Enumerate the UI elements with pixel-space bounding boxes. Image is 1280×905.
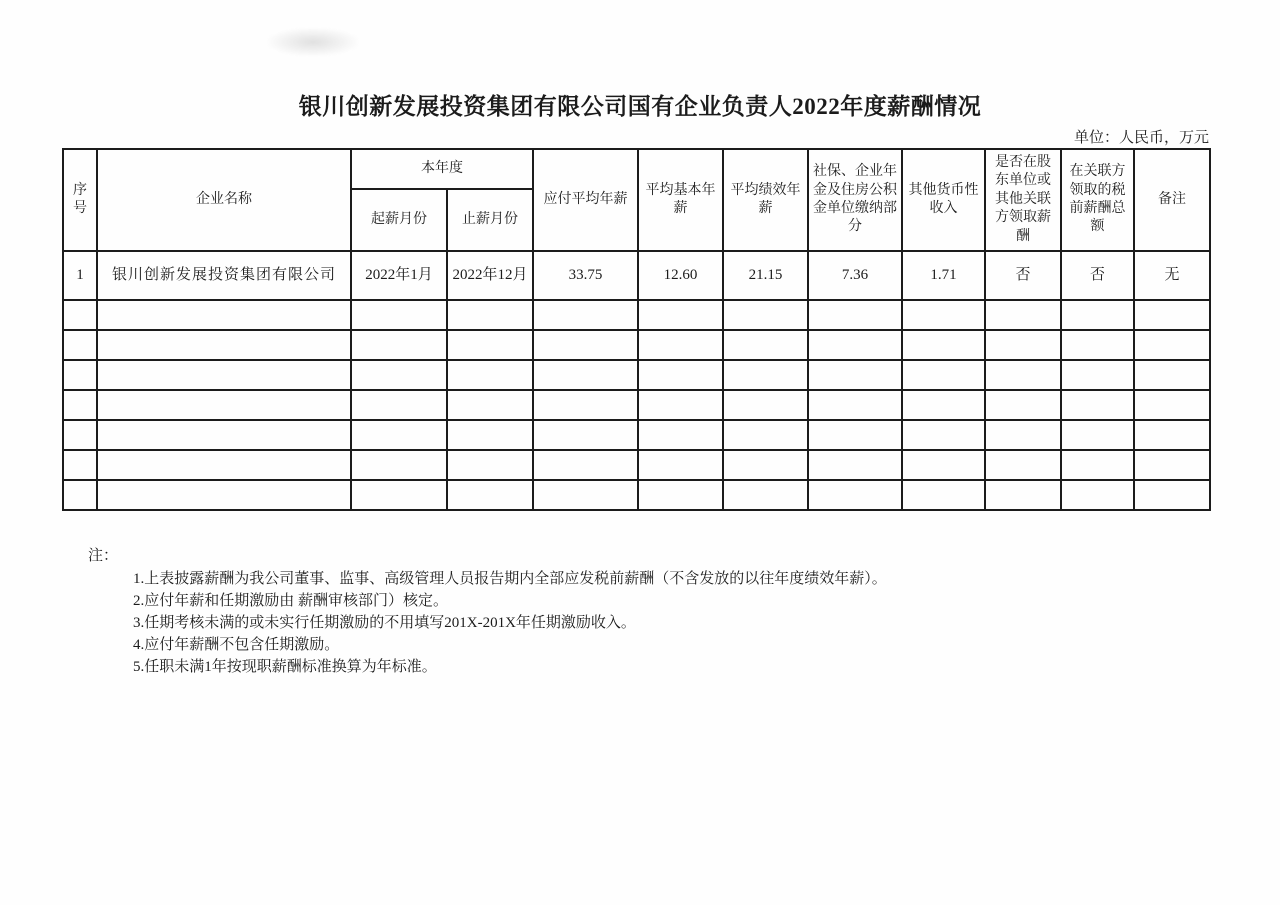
salary-table-header xyxy=(63,149,1210,251)
empty-cell xyxy=(351,420,447,450)
empty-cell xyxy=(447,300,533,330)
empty-cell xyxy=(351,480,447,510)
empty-cell xyxy=(1134,450,1210,480)
empty-cell xyxy=(808,420,902,450)
salary-table-body xyxy=(63,251,1210,510)
cell-social-insurance: 7.36 xyxy=(808,251,902,300)
empty-cell xyxy=(985,450,1061,480)
empty-cell xyxy=(1134,300,1210,330)
empty-row xyxy=(63,420,1210,450)
cell-company: 银川创新发展投资集团有限公司 xyxy=(97,251,351,300)
empty-cell xyxy=(97,300,351,330)
cell-avg-performance-salary: 21.15 xyxy=(723,251,808,300)
cell-avg-base-salary: 12.60 xyxy=(638,251,723,300)
empty-cell xyxy=(1061,360,1134,390)
empty-row xyxy=(63,330,1210,360)
empty-cell xyxy=(63,330,97,360)
cell-avg-annual-payable: 33.75 xyxy=(533,251,638,300)
empty-cell xyxy=(1134,330,1210,360)
empty-cell xyxy=(985,300,1061,330)
empty-row xyxy=(63,390,1210,420)
cell-remarks: 无 xyxy=(1134,251,1210,300)
empty-cell xyxy=(985,390,1061,420)
empty-cell xyxy=(985,330,1061,360)
empty-cell xyxy=(533,360,638,390)
col-header-avg-performance-salary: 平均绩效年薪 xyxy=(723,149,808,251)
empty-cell xyxy=(447,420,533,450)
empty-cell xyxy=(351,390,447,420)
empty-cell xyxy=(902,450,985,480)
empty-cell xyxy=(902,300,985,330)
empty-cell xyxy=(1134,390,1210,420)
empty-cell xyxy=(97,360,351,390)
col-header-seq: 序号 xyxy=(63,149,97,251)
empty-cell xyxy=(447,390,533,420)
empty-cell xyxy=(447,360,533,390)
empty-cell xyxy=(638,330,723,360)
col-header-shareholder-remuneration: 是否在股东单位或其他关联方领取薪酬 xyxy=(985,149,1061,251)
unit-note: 单位：人民币，万元 xyxy=(1073,130,1209,146)
empty-cell xyxy=(63,300,97,330)
cell-end-month: 2022年12月 xyxy=(447,251,533,300)
empty-cell xyxy=(1134,480,1210,510)
col-header-social-insurance: 社保、企业年金及住房公积金单位缴纳部分 xyxy=(808,149,902,251)
empty-cell xyxy=(723,360,808,390)
note-item: 3.任期考核未满的或未实行任期激励的不用填写201X-201X年任期激励收入。 xyxy=(133,615,636,631)
empty-cell xyxy=(63,450,97,480)
col-header-end-month: 止薪月份 xyxy=(447,189,533,251)
empty-cell xyxy=(638,480,723,510)
empty-cell xyxy=(351,360,447,390)
note-item: 1.上表披露薪酬为我公司董事、监事、高级管理人员报告期内全部应发税前薪酬（不含发放的以往年度绩效年薪）。 xyxy=(133,571,887,587)
empty-cell xyxy=(447,330,533,360)
col-header-other-monetary-income: 其他货币性收入 xyxy=(902,149,985,251)
empty-cell xyxy=(638,450,723,480)
empty-cell xyxy=(985,360,1061,390)
table-row xyxy=(63,251,1210,300)
empty-cell xyxy=(97,450,351,480)
empty-cell xyxy=(808,390,902,420)
cell-seq: 1 xyxy=(63,251,97,300)
empty-cell xyxy=(808,300,902,330)
empty-cell xyxy=(723,330,808,360)
header-row-top xyxy=(63,149,1210,189)
note-item: 2.应付年薪和任期激励由 薪酬审核部门）核定。 xyxy=(133,593,449,609)
col-header-company: 企业名称 xyxy=(97,149,351,251)
empty-cell xyxy=(985,480,1061,510)
empty-cell xyxy=(638,420,723,450)
empty-cell xyxy=(1061,300,1134,330)
empty-cell xyxy=(902,390,985,420)
empty-cell xyxy=(638,300,723,330)
empty-cell xyxy=(1134,360,1210,390)
empty-cell xyxy=(351,330,447,360)
empty-cell xyxy=(723,420,808,450)
empty-cell xyxy=(533,420,638,450)
empty-cell xyxy=(97,390,351,420)
empty-cell xyxy=(351,300,447,330)
cell-shareholder-remuneration: 否 xyxy=(985,251,1061,300)
empty-cell xyxy=(63,480,97,510)
empty-cell xyxy=(63,390,97,420)
empty-cell xyxy=(808,330,902,360)
note-item: 4.应付年薪酬不包含任期激励。 xyxy=(133,637,340,653)
note-item: 5.任职未满1年按现职薪酬标准换算为年标准。 xyxy=(133,659,437,675)
empty-cell xyxy=(63,360,97,390)
salary-table xyxy=(62,148,1211,511)
empty-cell xyxy=(723,390,808,420)
empty-row xyxy=(63,360,1210,390)
notes-label: 注： xyxy=(88,548,119,564)
empty-cell xyxy=(902,360,985,390)
col-header-start-month: 起薪月份 xyxy=(351,189,447,251)
col-header-current-year: 本年度 xyxy=(351,149,533,189)
empty-row xyxy=(63,480,1210,510)
empty-row xyxy=(63,300,1210,330)
empty-cell xyxy=(808,450,902,480)
empty-cell xyxy=(533,480,638,510)
empty-cell xyxy=(351,450,447,480)
empty-cell xyxy=(902,480,985,510)
empty-cell xyxy=(1061,450,1134,480)
empty-cell xyxy=(1061,330,1134,360)
empty-cell xyxy=(723,300,808,330)
empty-cell xyxy=(985,420,1061,450)
empty-cell xyxy=(97,480,351,510)
notes-section xyxy=(88,544,887,678)
empty-cell xyxy=(808,360,902,390)
empty-cell xyxy=(902,330,985,360)
col-header-avg-base-salary: 平均基本年薪 xyxy=(638,149,723,251)
cell-other-monetary-income: 1.71 xyxy=(902,251,985,300)
cell-related-party-total: 否 xyxy=(1061,251,1134,300)
empty-cell xyxy=(447,450,533,480)
col-header-avg-annual-payable: 应付平均年薪 xyxy=(533,149,638,251)
cell-start-month: 2022年1月 xyxy=(351,251,447,300)
empty-cell xyxy=(97,330,351,360)
empty-cell xyxy=(447,480,533,510)
empty-cell xyxy=(97,420,351,450)
empty-cell xyxy=(1061,420,1134,450)
empty-cell xyxy=(1061,480,1134,510)
empty-cell xyxy=(808,480,902,510)
empty-cell xyxy=(533,390,638,420)
empty-cell xyxy=(1134,420,1210,450)
empty-cell xyxy=(723,450,808,480)
empty-row xyxy=(63,450,1210,480)
page-title: 银川创新发展投资集团有限公司国有企业负责人2022年度薪酬情况 xyxy=(298,94,982,119)
empty-cell xyxy=(638,360,723,390)
empty-cell xyxy=(1061,390,1134,420)
empty-cell xyxy=(533,450,638,480)
empty-cell xyxy=(638,390,723,420)
empty-cell xyxy=(63,420,97,450)
empty-cell xyxy=(533,330,638,360)
col-header-remarks: 备注 xyxy=(1134,149,1210,251)
empty-cell xyxy=(723,480,808,510)
col-header-related-party-total: 在关联方领取的税前薪酬总额 xyxy=(1061,149,1134,251)
scan-smudge-artifact xyxy=(268,28,358,56)
empty-cell xyxy=(533,300,638,330)
empty-cell xyxy=(902,420,985,450)
